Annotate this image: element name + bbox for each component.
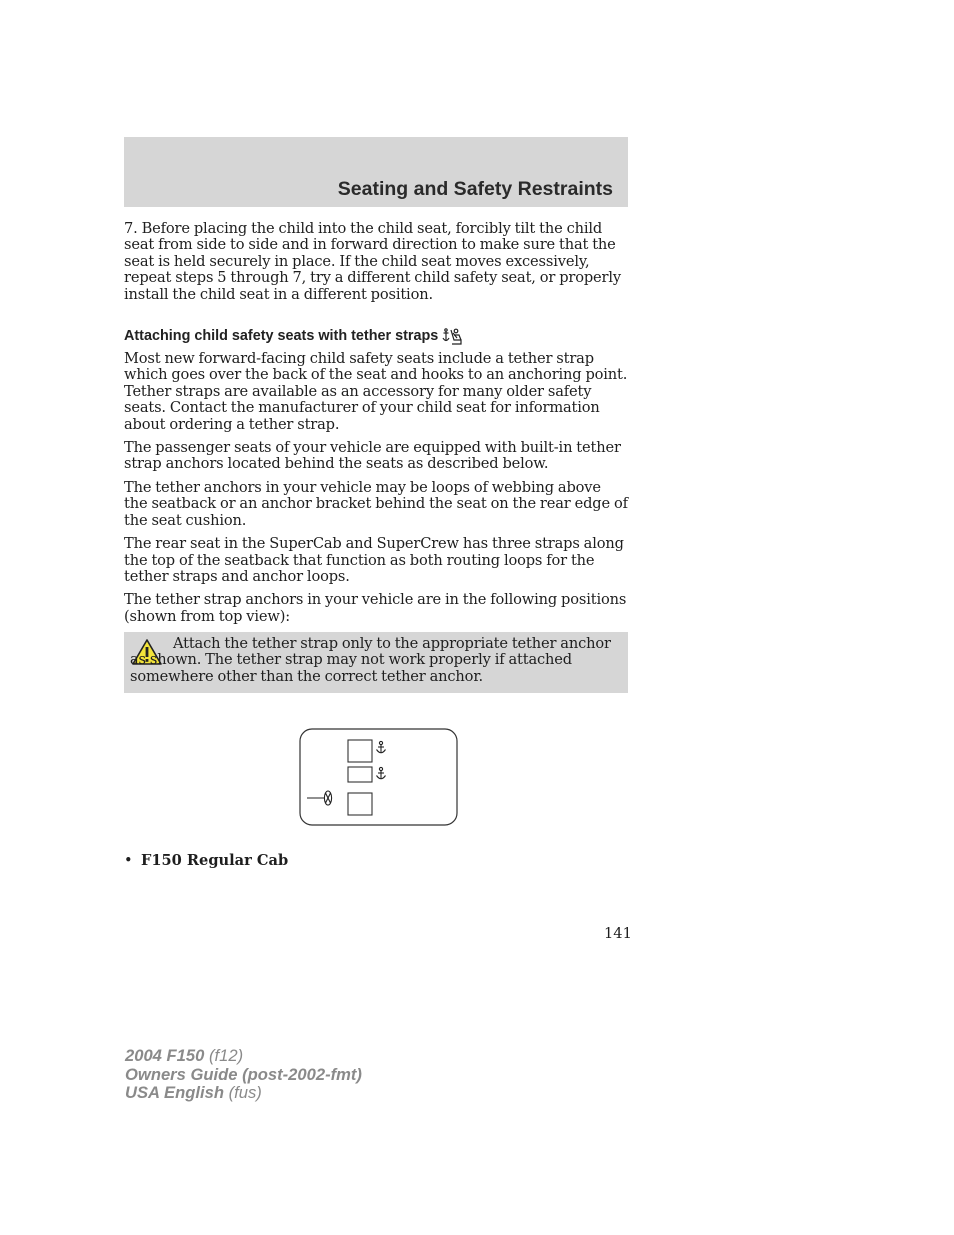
child-seat-tether-icon (442, 327, 464, 345)
paragraph-rear-seat: The rear seat in the SuperCab and SuperCrew has three straps along the top of the seatback that function as both routing loops for the tether straps and anchor loops. (124, 535, 624, 585)
seat-rear-top (348, 740, 372, 762)
seat-front-driver (348, 793, 372, 815)
list-item-label: F150 Regular Cab (141, 852, 289, 869)
subheading-text: Attaching child safety seats with tether straps (124, 328, 439, 345)
footer-line-3: USA English (fus) (125, 1083, 262, 1103)
page-number: 141 (604, 925, 632, 942)
section-title: Seating and Safety Restraints (337, 178, 613, 200)
footer (125, 1047, 362, 1103)
paragraph-positions: The tether strap anchors in your vehicle are in the following positions (shown from top view): (124, 591, 627, 625)
paragraph-passenger: The passenger seats of your vehicle are equipped with built-in tether strap anchors located behind the seats as described below. (124, 439, 621, 473)
tether-anchor-diagram (299, 728, 459, 828)
paragraph-step-7: 7. Before placing the child into the child seat, forcibly tilt the child seat from side to side and in forward direction to make sure that the seat is held securely in place. If the child seat moves excessively, repeat steps 5 through 7, try a different child safety seat, or properly install the child seat in a different position. (124, 220, 621, 303)
seat-rear-middle (348, 767, 372, 782)
warning-text: Attach the tether strap only to the appropriate tether anchor as shown. The tether strap may not work properly if attached somewhere other than the correct tether anchor. (130, 635, 611, 685)
paragraph-anchors: The tether anchors in your vehicle may be loops of webbing above the seatback or an anchor bracket behind the seat on the rear edge of the seat cushion. (124, 478, 628, 529)
section-header-band (124, 137, 628, 207)
warning-box (124, 632, 628, 693)
list-item (124, 852, 288, 870)
footer-line-2: Owners Guide (post-2002-fmt) (125, 1064, 362, 1084)
subheading-tether-straps (124, 327, 628, 345)
footer-line-1: 2004 F150 (f12) (125, 1046, 244, 1065)
bullet: • (124, 852, 133, 869)
main-content (124, 221, 628, 632)
paragraph-intro: Most new forward-facing child safety seats include a tether strap which goes over the back of the seat and hooks to an anchoring point. Tether straps are available as an accessory for many older safety seats. Contact the manufacturer of your child seat for information about ordering a tether strap. (124, 350, 628, 433)
